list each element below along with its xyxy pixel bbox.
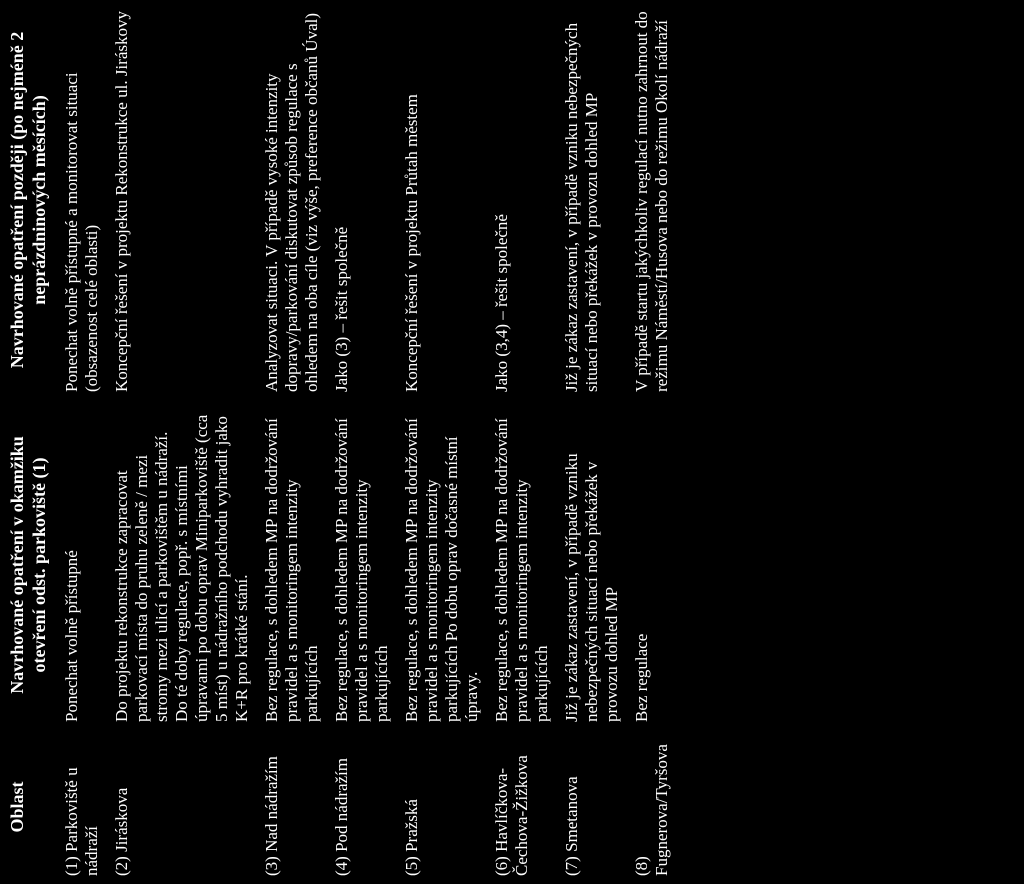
cell-area: (7) Smetanova bbox=[562, 776, 581, 876]
cell-measure-now: Bez regulace, s dohledem MP na dodržování pravidel a s monitoringem intenzity parkujících bbox=[492, 418, 551, 722]
cell-measure-later: Již je zákaz zastavení, v případě vzniku nebezpečných situací nebo překážek v provozu dohled MP bbox=[562, 22, 601, 392]
cell-measure-later: Ponechat volně přístupné a monitorovat situaci (obsazenost celé oblasti) bbox=[62, 72, 101, 392]
cell-measure-now: Bez regulace, s dohledem MP na dodržování pravidel a s monitoringem intenzity parkujících Po dobu oprav dočasné místní úpravy. bbox=[402, 418, 481, 722]
cell-area: (2) Jiráskova bbox=[112, 787, 131, 876]
cell-measure-later: Koncepční řešení v projektu Průtah městem bbox=[402, 94, 421, 392]
cell-measure-later: Analyzovat situaci. V případě vysoké intenzity dopravy/parkování diskutovat způsob regulace s ohledem na oba cíle (viz výše, preference občanů Úval) bbox=[262, 12, 321, 392]
cell-measure-now: Bez regulace, s dohledem MP na dodržování pravidel a s monitoringem intenzity parkujících bbox=[332, 418, 391, 722]
cell-area: (8) Fugnerova/Tyršova bbox=[632, 744, 671, 876]
cell-measure-now: Do projektu rekonstrukce zapracovat parkovací místa do pruhu zeleně / mezi stromy mezi ulicí a parkovištěm u nádraží. Do té doby regulace, popř. s místními úpravami po dobu oprav Miniparkoviště (cca 5 míst) u nádražního podchodu vyhradit jako K+R pro krátké stání. bbox=[112, 414, 251, 722]
table-row bbox=[628, 0, 678, 884]
cell-measure-later: Jako (3,4) – řešit společně bbox=[492, 214, 511, 392]
table-row bbox=[398, 0, 488, 884]
cell-area: (4) Pod nádražím bbox=[332, 757, 351, 876]
table-header-row bbox=[0, 0, 58, 884]
table-row bbox=[258, 0, 328, 884]
header-measure-now: Navrhované opatření v okamžiku otevření odst. parkoviště (1) bbox=[7, 436, 49, 694]
table-row bbox=[108, 0, 258, 884]
cell-measure-now: Bez regulace, s dohledem MP na dodržování pravidel a s monitoringem intenzity parkujících bbox=[262, 418, 321, 722]
cell-area: (1) Parkoviště u nádraží bbox=[62, 767, 101, 876]
cell-measure-later: Koncepční řešení v projektu Rekonstrukce ul. Jiráskovy bbox=[112, 11, 131, 392]
cell-measure-later: Jako (3) – řešit společně bbox=[332, 226, 351, 392]
header-area: Oblast bbox=[7, 781, 27, 833]
header-measure-later: Navrhované opatření později (po nejméně 2 neprázdninových měsících) bbox=[7, 31, 49, 369]
table-row bbox=[558, 0, 628, 884]
cell-measure-now: Ponechat volně přístupné bbox=[62, 550, 81, 722]
cell-measure-now: Již je zákaz zastavení, v případě vzniku nebezpečných situací nebo překážek v provozu dohled MP bbox=[562, 453, 621, 722]
table-row bbox=[58, 0, 108, 884]
cell-measure-now: Bez regulace bbox=[632, 633, 651, 722]
table-row bbox=[328, 0, 398, 884]
cell-area: (6) Havlíčkova-Čechova-Žižkova bbox=[492, 755, 531, 876]
cell-area: (3) Nad nádražím bbox=[262, 756, 281, 876]
cell-area: (5) Pražská bbox=[402, 799, 421, 876]
cell-measure-later: V případě startu jakýchkoliv regulací nutno zahrnout do režimu Náměstí/Husova nebo do režimu Okolí nádraží bbox=[632, 11, 671, 392]
table-row bbox=[488, 0, 558, 884]
